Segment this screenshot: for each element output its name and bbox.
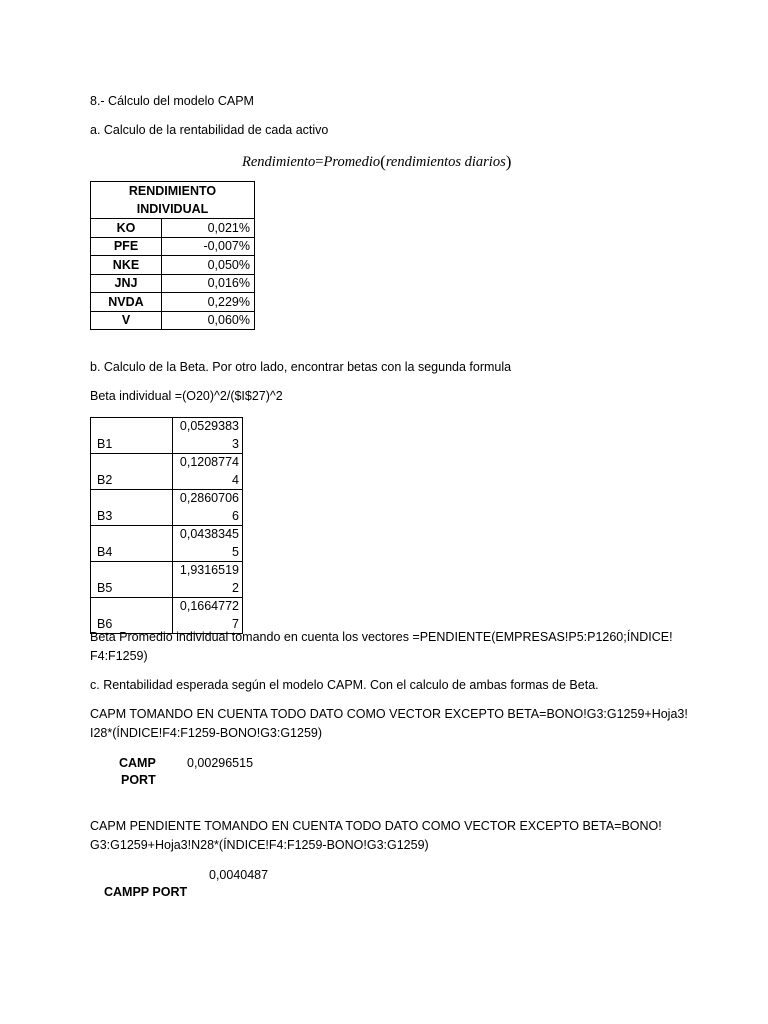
table-row <box>91 454 243 490</box>
capm2-line-1: CAPM PENDIENTE TOMANDO EN CUENTA TODO DATO COMO VECTOR EXCEPTO BETA=BONO! <box>90 819 662 833</box>
capm1-line-2: I28*(ÍNDICE!F4:F1259-BONO!G3:G1259) <box>90 726 323 740</box>
table-row <box>91 274 255 293</box>
return-value-cell: 0,016% <box>162 274 255 293</box>
beta-value-cell: 1,93165192 <box>173 562 243 598</box>
campp-value: 0,0040487 <box>209 868 269 882</box>
beta-label-cell: B6 <box>91 598 173 634</box>
formula-lhs: Rendimiento <box>242 154 316 170</box>
ticker-cell: KO <box>91 219 162 238</box>
ticker-cell: V <box>91 311 162 330</box>
ticker-cell: PFE <box>91 237 162 256</box>
formula-function: Promedio <box>323 154 381 170</box>
camp-value: 0,00296515 <box>187 756 254 770</box>
return-value-cell: 0,021% <box>162 219 255 238</box>
section-b-title: b. Calculo de la Beta. Por otro lado, encontrar betas con la segunda formula <box>90 360 512 374</box>
section-a-title: a. Calculo de la rentabilidad de cada activo <box>90 123 329 137</box>
beta-formula: Beta individual =(O20)^2/($I$27)^2 <box>90 389 283 403</box>
beta-value-cell: 0,28607066 <box>173 490 243 526</box>
section-heading: 8.- Cálculo del modelo CAPM <box>90 94 254 108</box>
ticker-cell: NVDA <box>91 293 162 312</box>
ticker-cell: NKE <box>91 256 162 275</box>
return-formula <box>242 151 511 171</box>
table-row <box>91 256 255 275</box>
camp-label-line-2: PORT <box>121 773 156 787</box>
formula-equals: = <box>315 154 324 170</box>
table-row <box>91 562 243 598</box>
beta-value-cell: 0,05293833 <box>173 418 243 454</box>
beta-value-cell: 0,12087744 <box>173 454 243 490</box>
returns-table <box>90 181 255 330</box>
beta-label-cell: B2 <box>91 454 173 490</box>
capm2-line-2: G3:G1259+Hoja3!N28*(ÍNDICE!F4:F1259-BONO!G3:G1259) <box>90 838 429 852</box>
return-value-cell: -0,007% <box>162 237 255 256</box>
table-row <box>91 418 243 454</box>
beta-table <box>90 417 243 634</box>
formula-argument: rendimientos diarios <box>385 154 506 170</box>
table-row <box>91 490 243 526</box>
header-line-2: INDIVIDUAL <box>136 202 209 216</box>
beta-value-cell: 0,16647727 <box>173 598 243 634</box>
table-row <box>91 293 255 312</box>
table-row <box>91 311 255 330</box>
table-row <box>91 526 243 562</box>
beta-label-cell: B5 <box>91 562 173 598</box>
campp-label: CAMPP PORT <box>104 885 188 899</box>
beta-value-cell: 0,04383455 <box>173 526 243 562</box>
returns-table-header <box>91 182 255 219</box>
return-value-cell: 0,060% <box>162 311 255 330</box>
formula-open-paren: ( <box>380 152 386 171</box>
return-value-cell: 0,050% <box>162 256 255 275</box>
beta-label-cell: B1 <box>91 418 173 454</box>
table-header-row <box>91 182 255 219</box>
table-row <box>91 219 255 238</box>
formula-close-paren: ) <box>505 152 512 171</box>
beta-label-cell: B4 <box>91 526 173 562</box>
table-row <box>91 237 255 256</box>
section-c-title: c. Rentabilidad esperada según el modelo CAPM. Con el calculo de ambas formas de Beta. <box>90 678 599 692</box>
capm1-line-1: CAPM TOMANDO EN CUENTA TODO DATO COMO VECTOR EXCEPTO BETA=BONO!G3:G1259+Hoja3! <box>90 707 688 721</box>
header-line-1: RENDIMIENTO <box>128 184 217 198</box>
return-value-cell: 0,229% <box>162 293 255 312</box>
beta-average-line-2: F4:F1259) <box>90 649 148 663</box>
ticker-cell: JNJ <box>91 274 162 293</box>
table-row <box>91 598 243 634</box>
camp-label-line-1: CAMP <box>119 756 156 770</box>
beta-label-cell: B3 <box>91 490 173 526</box>
beta-average-line-1: Beta Promedio individual tomando en cuenta los vectores =PENDIENTE(EMPRESAS!P5:P1260;ÍNDICE! <box>90 630 673 644</box>
